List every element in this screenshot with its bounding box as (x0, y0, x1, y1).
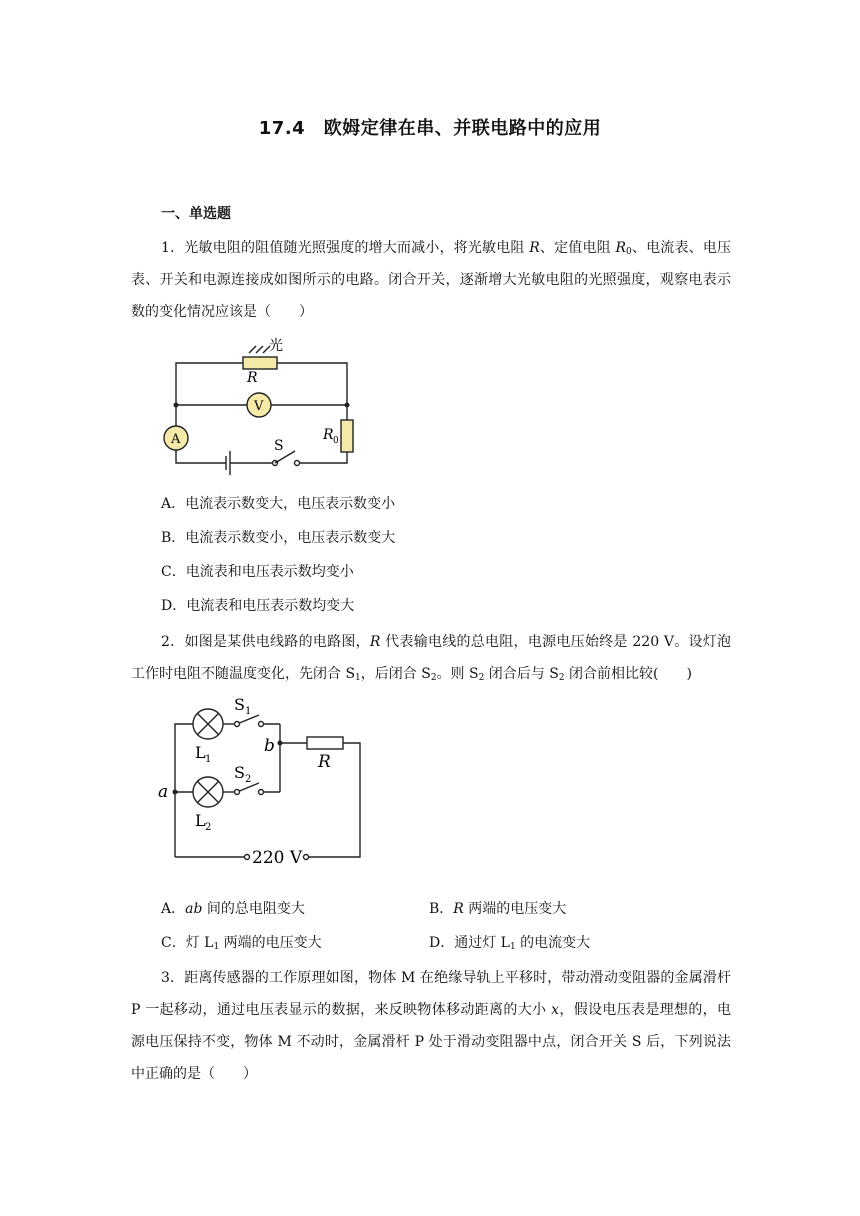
page-title: 17.4 欧姆定律在串、并联电路中的应用 (258, 118, 602, 139)
switch-s1-label: S (234, 695, 245, 714)
light-label: 光 (269, 338, 283, 354)
circuit-diagram-2 (155, 692, 375, 872)
resistor-r-label: R (247, 370, 258, 386)
ammeter-label: A (171, 432, 181, 447)
lamp-l1-label: L (195, 743, 206, 762)
q1-option-a[interactable]: A．电流表示数变大，电压表示数变小 (161, 496, 396, 512)
question-2-text: 2．如图是某供电线路的电路图，R 代表输电线的总电阻，电源电压始终是 220 V。设灯泡工作时电阻不随温度变化，先闭合 $S_1$，后闭合 $S_2$。则 $S_2$ 闭合后与 $S_2$ 闭合前相比较( ) (131, 634, 731, 683)
circuit-diagram-1 (155, 335, 370, 485)
node-a-label: a (158, 782, 169, 802)
q2-option-b[interactable]: B．R 两端的电压变大 (429, 901, 567, 917)
lamp-l2-label: L (195, 811, 206, 830)
q1-option-c[interactable]: C．电流表和电压表示数均变小 (161, 564, 354, 580)
source-voltage-label: 220 V (252, 848, 303, 868)
switch-s2-subscript: 2 (245, 774, 252, 785)
q1-option-d[interactable]: D．电流表和电压表示数均变大 (161, 598, 355, 614)
resistor-r-label: R (318, 752, 331, 772)
switch-s1-subscript: 1 (245, 706, 252, 717)
lamp-l1-subscript: 1 (205, 754, 212, 765)
question-number: 3． (161, 970, 185, 986)
junction-b-dot (278, 741, 283, 746)
junction-dot (345, 403, 350, 408)
q2-option-c[interactable]: C．灯 $L_1$ 两端的电压变大 (161, 935, 322, 952)
question-number: 2． (161, 634, 185, 650)
question-1-text: 1．光敏电阻的阻值随光照强度的增大而减小，将光敏电阻 R、定值电阻 $R_0$、电流表、电压表、开关和电源连接成如图所示的电路。闭合开关，逐渐增大光敏电阻的光照强度，观察电表示数的变化情况应该是（ ） (131, 240, 732, 320)
switch-s-label: S (274, 438, 284, 454)
section-heading: 一、单选题 (161, 206, 231, 222)
q1-option-b[interactable]: B．电流表示数变小，电压表示数变大 (161, 530, 396, 546)
resistor-r0-subscript: 0 (333, 436, 339, 446)
junction-a-dot (173, 790, 178, 795)
junction-dot (174, 403, 179, 408)
question-3-text: 3．距离传感器的工作原理如图，物体 M 在绝缘导轨上平移时，带动滑动变阻器的金属滑杆 P 一起移动，通过电压表显示的数据，来反映物体移动距离的大小 x，假设电压表是理想的，电源电压保持不变，物体 M 不动时，金属滑杆 P 处于滑动变阻器中点，闭合开关 S 后，下列说法中正确的是（ ） (131, 970, 731, 1082)
q2-option-d[interactable]: D．通过灯 $L_1$ 的电流变大 (429, 935, 591, 952)
node-b-label: b (264, 736, 275, 756)
voltmeter-label: V (254, 399, 264, 414)
lamp-l2-subscript: 2 (205, 822, 212, 833)
question-number: 1． (161, 240, 185, 256)
switch-s2-label: S (234, 763, 245, 782)
q2-option-a[interactable]: A．ab 间的总电阻变大 (161, 901, 305, 917)
resistor-r0-label: R (323, 427, 334, 443)
